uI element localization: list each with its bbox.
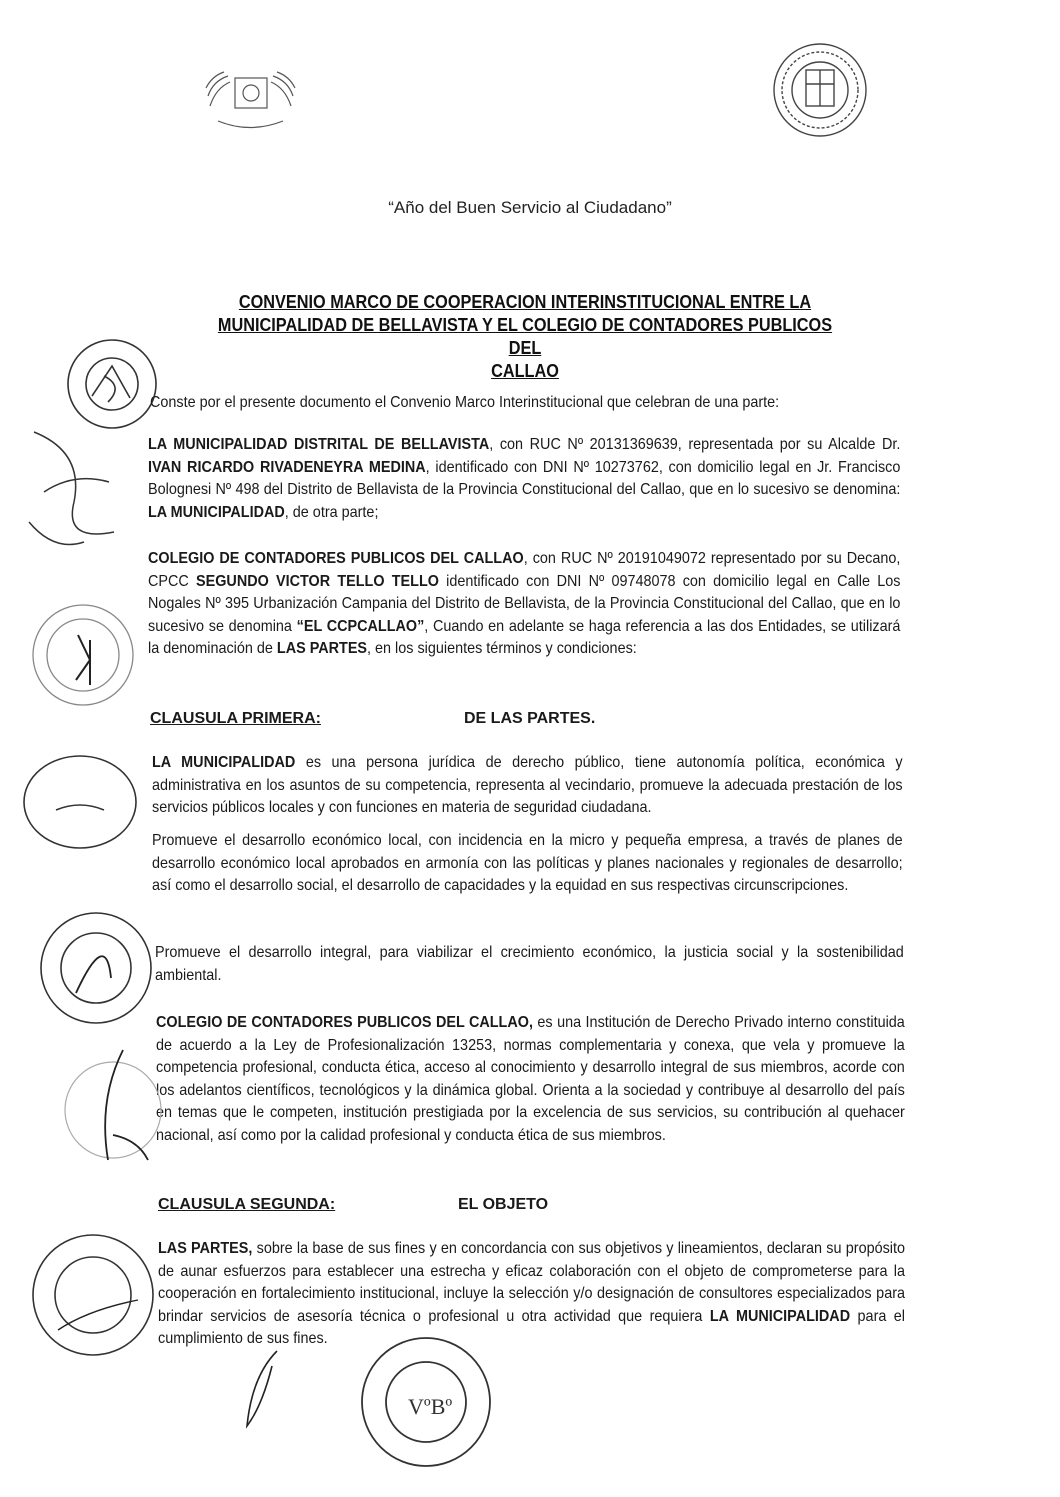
handwritten-signature	[14, 412, 134, 562]
party2-text: , con RUC Nº 20191049072 representado por su Decano, CPCC	[148, 550, 901, 590]
party2-name: COLEGIO DE CONTADORES PUBLICOS DEL CALLAO	[148, 550, 524, 567]
document-title	[213, 290, 838, 382]
clause1-bold: LA MUNICIPALIDAD	[152, 754, 296, 771]
district-stamp	[28, 600, 138, 710]
clause2-label: CLAUSULA SEGUNDA:	[158, 1196, 336, 1213]
handwritten-signature	[232, 1346, 292, 1436]
faint-stamp	[58, 1040, 168, 1170]
clause2-heading	[158, 1196, 858, 1214]
intro-text: Conste por el presente documento el Convenio Marco Interinstitucional que celebran de una parte:	[150, 394, 780, 411]
clause1-heading	[150, 710, 850, 728]
alcaldia-stamp	[356, 1332, 496, 1472]
party1-alias: LA MUNICIPALIDAD	[148, 503, 285, 521]
clause1-text: Promueve el desarrollo económico local, con incidencia en la micro y pequeña empresa, a través de planes de desarrollo económico local aprobados en armonía con las políticas y planes nacionales y regionales de desarrollo; así como el desarrollo social, el desarrollo de capacidades y la equidad en sus respectivas circunscripciones.	[152, 832, 903, 895]
party2-representative: SEGUNDO VICTOR TELLO TELLO	[196, 572, 439, 590]
clause1-text: es una persona jurídica de derecho público, tiene autonomía política, económica y administrativa en los asuntos de su competencia, representa al vecindario, promueve la adecuada prestación de los servicios públicos locales y con funciones en materia de seguridad ciudadana.	[152, 754, 903, 817]
intro-paragraph	[150, 392, 902, 415]
clause2-bold: LA MUNICIPALIDAD	[709, 1307, 851, 1325]
clause2-bold: LAS PARTES,	[158, 1240, 253, 1257]
party2-text: , Cuando en adelante se haga referencia a las dos Entidades, se utilizará la denominación de	[148, 617, 901, 658]
clause1-text: es una Institución de Derecho Privado interno constituida de acuerdo a la Ley de Profesionalización 13253, normas complementaria y conexa, que vela y promueve la competencia profesional, conducta ética, acceso al conocimiento y desarrollo integral de sus miembros, acorde con los adelantos científicos, tecnológicos y la dinámica global. Orienta a la sociedad y contribuye al desarrollo del país en temas que le competen, institución prestigiada por la excelencia de sus servicios, su contribución al quehacer nacional, así como por la calidad profesional y conducta ética de sus miembros.	[156, 1014, 905, 1144]
party2-parties: LAS PARTES	[276, 640, 368, 658]
gpict-stamp	[20, 752, 140, 852]
district-stamp-bottom	[28, 1230, 158, 1360]
title-line: CONVENIO MARCO DE COOPERACION INTERINSTITUCIONAL ENTRE LA	[238, 291, 812, 312]
document-motto: “Año del Buen Servicio al Ciudadano”	[388, 198, 672, 217]
clause2-text: para el cumplimiento de sus fines.	[158, 1307, 906, 1348]
crest-logo	[198, 66, 303, 136]
party2-alias: “EL CCPCALLAO”	[296, 617, 425, 635]
title-line: CALLAO	[491, 360, 559, 381]
clause1-paragraph-3	[155, 942, 904, 987]
party1-representative: IVAN RICARDO RIVADENEYRA MEDINA	[148, 458, 426, 476]
party1-text: , de otra parte;	[284, 503, 379, 521]
seal-logo	[770, 40, 870, 140]
clause1-label: CLAUSULA PRIMERA:	[150, 710, 321, 727]
title-line: MUNICIPALIDAD DE BELLAVISTA Y EL COLEGIO DE CONTADORES PUBLICOS DEL	[217, 314, 833, 358]
party1-paragraph	[148, 434, 900, 524]
clause2-text: sobre la base de sus fines y en concordancia con sus objetivos y lineamientos, declaran su propósito de aunar esfuerzos para establecer una estrecha y eficaz colaboración con el objeto de comprometerse para la cooperación en fortalecimiento institucional, incluye la selección y/o designación de consultores especializados para brindar servicios de asesoría técnica o profesional u otra actividad que requiera	[158, 1240, 905, 1325]
party2-text: identificado con DNI Nº 09748078 con domicilio legal en Calle Los Nogales Nº 395 Urbanización Campania del Distrito de Bellavista, de la Provincia Constitucional del Callao, que en lo sucesivo se denomina	[148, 572, 901, 635]
clause2-title: EL OBJETO	[458, 1196, 549, 1213]
party2-text: , en los siguientes términos y condiciones:	[367, 640, 637, 658]
clause1-bold: COLEGIO DE CONTADORES PUBLICOS DEL CALLAO,	[156, 1014, 533, 1031]
clause2-paragraph-1	[158, 1238, 905, 1351]
clause1-paragraph-4	[156, 1012, 905, 1148]
party2-paragraph	[148, 548, 900, 661]
stamp-text: VºBº	[408, 1394, 453, 1419]
clause1-title: DE LAS PARTES.	[464, 710, 596, 727]
party1-text: , con RUC Nº 20131369639, representada por su Alcalde Dr.	[489, 436, 901, 453]
municipal-stamp	[36, 908, 156, 1028]
party1-name: LA MUNICIPALIDAD DISTRITAL DE BELLAVISTA	[148, 436, 490, 453]
clause1-text: Promueve el desarrollo integral, para viabilizar el crecimiento económico, la justicia social y la sostenibilidad ambiental.	[155, 944, 904, 984]
clause1-paragraph-1	[152, 752, 903, 820]
clause1-paragraph-2	[152, 830, 903, 898]
party1-text: , identificado con DNI Nº 10273762, con domicilio legal en Jr. Francisco Bolognesi Nº 498 del Distrito de Bellavista de la Provincia Constitucional del Callao, que en lo sucesivo se denomina:	[148, 458, 901, 499]
